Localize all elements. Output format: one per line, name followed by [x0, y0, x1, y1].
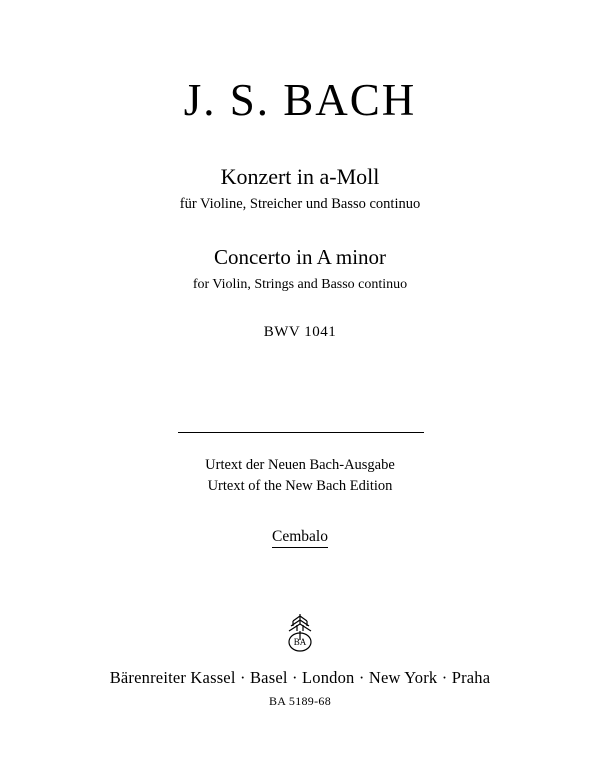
catalogue-number: BWV 1041 — [263, 324, 337, 340]
part-name-label: Cembalo — [272, 528, 328, 548]
order-number: BA 5189-68 — [268, 694, 331, 708]
urtext-english: Urtext of the New Bach Edition — [207, 478, 393, 494]
publisher-line: Bärenreiter Kassel · Basel · London · New York · Praha — [109, 668, 491, 687]
part-name — [0, 528, 600, 546]
subtitle-english: for Violin, Strings and Basso continuo — [192, 277, 408, 292]
composer-name: J. S. BACH — [183, 75, 417, 125]
svg-text:BA: BA — [293, 637, 307, 647]
urtext-block — [0, 455, 600, 497]
subtitle-german: für Violine, Streicher und Basso continuo — [179, 196, 421, 212]
urtext-german: Urtext der Neuen Bach-Ausgabe — [205, 457, 395, 473]
title-english: Concerto in A minor — [213, 245, 387, 269]
title-german: Konzert in a-Moll — [220, 164, 380, 189]
title-block — [0, 163, 600, 341]
baerenreiter-logo — [0, 612, 600, 661]
horizontal-divider — [178, 432, 424, 433]
